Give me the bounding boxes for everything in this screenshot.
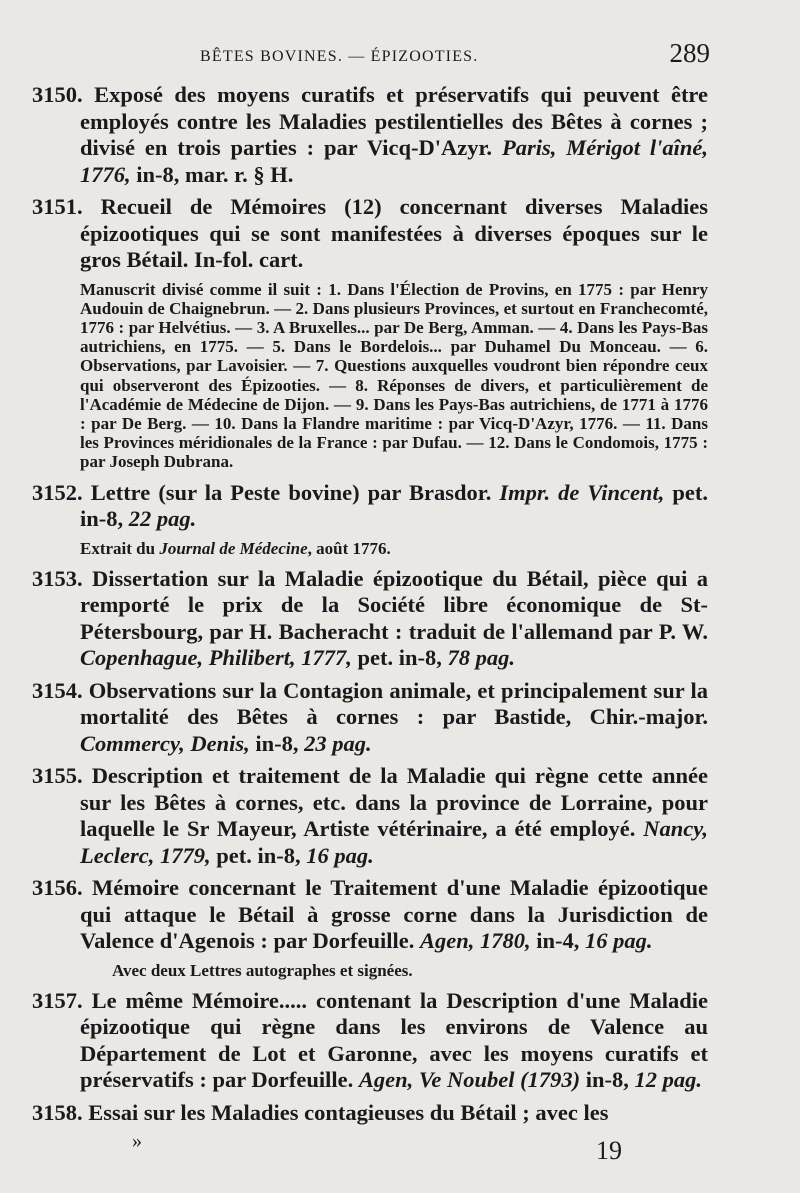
entry-pages: 16 pag.	[585, 928, 653, 954]
entry-text: Dissertation sur la Maladie épizootique du Bétail, pièce qui a remporté le prix de la Société libre économique de St-Pétersbourg, par H. Bacheracht : traduit de l'allemand par P. W.	[80, 565, 708, 644]
entry-number: 3154.	[32, 677, 83, 703]
footer-mark: »	[132, 1130, 142, 1152]
entry-format: pet. in-8,	[80, 479, 709, 532]
note-journal-title: Journal de Médecine	[159, 538, 308, 558]
entry-format: in-8, mar. r. § H.	[136, 161, 294, 187]
entry-3154	[32, 678, 708, 758]
entry-number: 3155.	[32, 763, 83, 789]
entry-3155	[32, 763, 708, 869]
entry-note: Avec deux Lettres autographes et signées.	[112, 960, 413, 980]
entry-3151	[32, 194, 708, 274]
entry-text: Lettre (sur la Peste bovine) par Brasdor.	[90, 479, 500, 505]
entry-pages: 16 pag.	[306, 842, 374, 868]
entry-imprint: Agen, 1780,	[419, 928, 531, 954]
entry-text: Essai sur les Maladies contagieuses du Bétail ; avec les	[88, 1099, 609, 1125]
entry-number: 3150.	[32, 82, 83, 107]
entry-text: Observations sur la Contagion animale, et principalement sur la mortalité des Bêtes à cornes : par Bastide, Chir.-major.	[80, 677, 708, 730]
page-number: 289	[669, 38, 710, 68]
entry-3152	[32, 480, 708, 533]
entry-pages: 22 pag.	[128, 506, 197, 532]
entry-pages: 12 pag.	[634, 1067, 703, 1093]
entry-3153	[32, 566, 708, 672]
entry-imprint: Copenhague, Philibert, 1777,	[80, 645, 352, 671]
entry-note	[80, 539, 708, 558]
entry-note: Manuscrit divisé comme il suit : 1. Dans l'Élection de Provins, en 1775 : par Henry Audouin de Chaignebrun. — 2. Dans plusieurs Provinces, et surtout en Franchecomté, 1776 : par Helvétius. — 3. A Bruxelles... par De Berg, Amman. — 4. Dans les Pays-Bas autrichiens, en 1775. — 5. Dans le Bordelois... par Duhamel Du Monceau. — 6. Observations, par Lavoisier. — 7. Questions auxquelles voudront bien répondre ceux qui observeront des Épizooties. — 8. Réponses de divers, et particulièrement de l'Académie de Médecine de Dijon. — 9. Dans les Pays-Bas autrichiens, de 1771 à 1776 : par De Berg. — 10. Dans la Flandre maritime : par Vicq-D'Azyr, 1776. — 11. Dans les Provinces méridionales de la France : par Dufau. — 12. Dans le Condomois, 1775 : par Joseph Dubrana.	[80, 279, 708, 472]
note-text: Extrait du	[80, 538, 160, 558]
entry-imprint: Commercy, Denis,	[80, 730, 250, 756]
entry-format: in-8,	[255, 730, 305, 756]
running-title: BÊTES BOVINES. — ÉPIZOOTIES.	[200, 48, 479, 65]
entry-format: in-8,	[585, 1067, 635, 1093]
entry-text: Exposé des moyens curatifs et préservatifs qui peuvent être employés contre les Maladies pestilentielles des Bêtes à cornes ; divisé en trois parties : par Vicq-D'Azyr.	[80, 82, 708, 160]
entry-number: 3157.	[32, 987, 83, 1013]
entry-number: 3153.	[32, 565, 83, 591]
entry-number: 3158.	[32, 1099, 83, 1125]
entry-3156	[32, 875, 708, 955]
entry-pages: 23 pag.	[304, 730, 372, 756]
entry-imprint: Paris, Mérigot l'aîné, 1776,	[80, 135, 709, 187]
entry-format: in-4,	[536, 928, 586, 954]
entry-text: Mémoire concernant le Traitement d'une Maladie épizootique qui attaque le Bétail à grosse corne dans la Jurisdiction de Valence d'Agenois : par Dorfeuille.	[80, 875, 708, 954]
entry-text: Le même Mémoire..... contenant la Description d'une Maladie épizootique qui règne dans les environs de Valence au Département de Lot et Garonne, avec les moyens curatifs et préservatifs : par Dorfeuille.	[80, 987, 708, 1093]
entry-pages: 78 pag.	[447, 645, 516, 671]
running-head	[32, 38, 708, 82]
entry-format: pet. in-8,	[357, 645, 448, 671]
entry-number: 3152.	[32, 479, 83, 505]
entry-imprint: Agen, Ve Noubel (1793)	[358, 1067, 581, 1093]
entry-3150	[32, 82, 708, 188]
entry-number: 3151.	[32, 194, 83, 219]
entry-number: 3156.	[32, 875, 83, 901]
signature-mark: 19	[596, 1136, 622, 1165]
note-text: , août 1776.	[307, 538, 391, 558]
entry-text: Description et traitement de la Maladie qui règne cette année sur les Bêtes à cornes, etc. dans la province de Lorraine, pour laquelle le Sr Mayeur, Artiste vétérinaire, a été employé.	[80, 763, 708, 842]
entry-3158	[32, 1100, 708, 1127]
entry-imprint: Impr. de Vincent,	[499, 479, 665, 505]
entry-format: pet. in-8,	[216, 842, 307, 868]
entry-text: Recueil de Mémoires (12) concernant diverses Maladies épizootiques qui se sont manifestées à diverses époques sur le gros Bétail. In-fol. cart.	[80, 194, 709, 272]
entry-imprint: Nancy, Leclerc, 1779,	[80, 816, 708, 868]
entry-3157	[32, 988, 708, 1094]
